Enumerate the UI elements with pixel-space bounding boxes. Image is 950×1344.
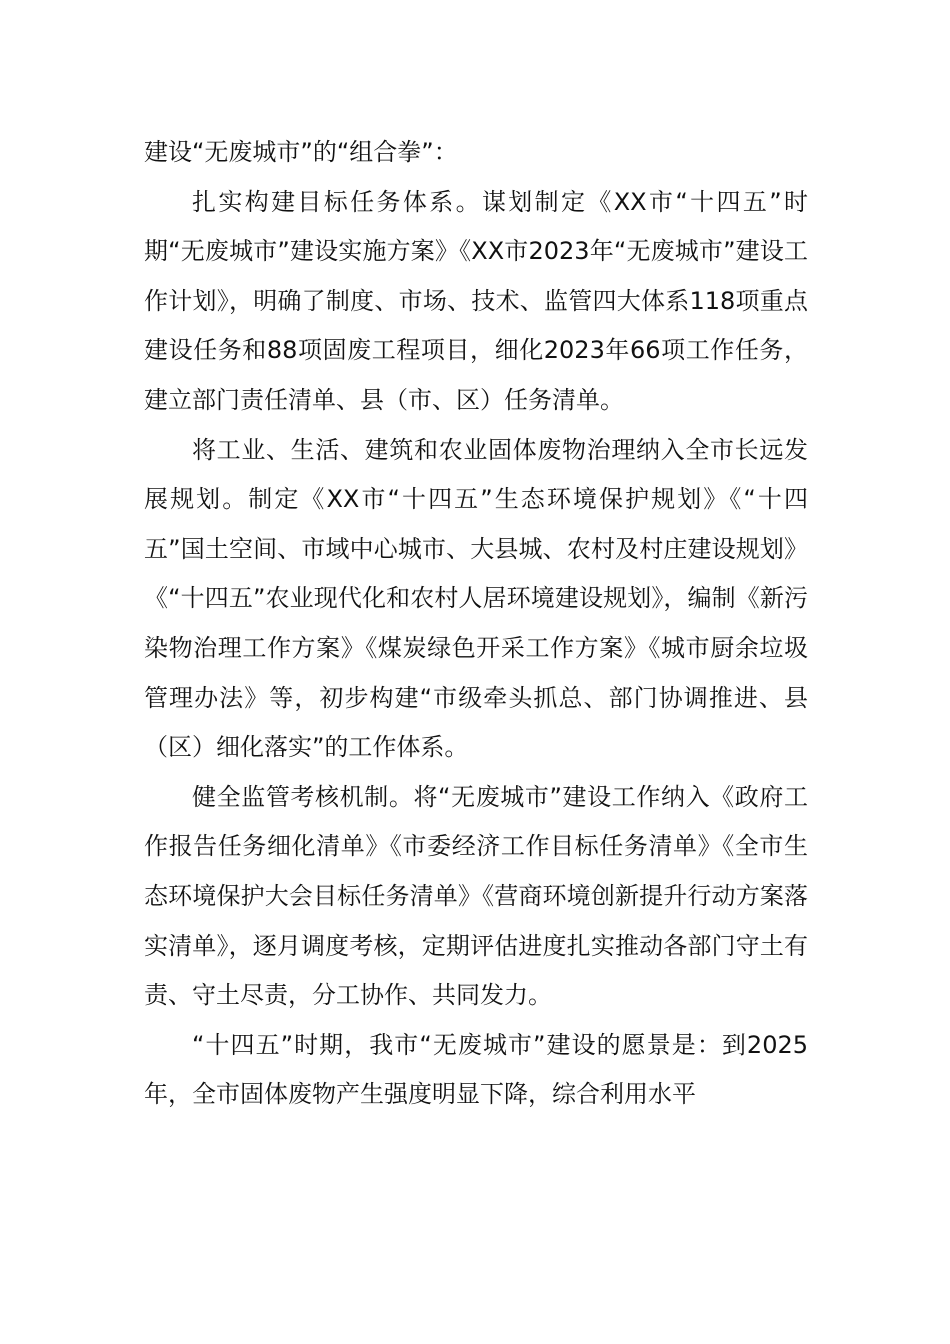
paragraph-vision: “十四五”时期，我市“无废城市”建设的愿景是：到2025年，全市固体废物产生强度明显下降，综合利用水平 bbox=[144, 1030, 808, 1109]
paragraph-target-system: 扎实构建目标任务体系。谋划制定《XX市“十四五”时期“无废城市”建设实施方案》《XX市2023年“无废城市”建设工作计划》，明确了制度、市场、技术、监管四大体系118项重点建设任务和88项固废工程项目，细化2023年66项工作任务，建立部门责任清单、县（市、区）任务清单。 bbox=[144, 187, 808, 414]
paragraph-intro: 建设“无废城市”的“组合拳”： bbox=[144, 138, 458, 166]
paragraph-development-plan: 将工业、生活、建筑和农业固体废物治理纳入全市长远发展规划。制定《XX市“十四五”生态环境保护规划》《“十四五”国土空间、市域中心城市、大县城、农村及村庄建设规划》《“十四五”农业现代化和农村人居环境建设规划》，编制《新污染物治理工作方案》《煤炭绿色开采工作方案》《城市厨余垃圾管理办法》等，初步构建“市级牵头抓总、部门协调推进、县（区）细化落实”的工作体系。 bbox=[144, 435, 808, 762]
document-body bbox=[144, 128, 808, 1120]
paragraph-supervision: 健全监管考核机制。将“无废城市”建设工作纳入《政府工作报告任务细化清单》《市委经济工作目标任务清单》《全市生态环境保护大会目标任务清单》《营商环境创新提升行动方案落实清单》，逐月调度考核，定期评估进度扎实推动各部门守土有责、守土尽责，分工协作、共同发力。 bbox=[144, 782, 808, 1010]
